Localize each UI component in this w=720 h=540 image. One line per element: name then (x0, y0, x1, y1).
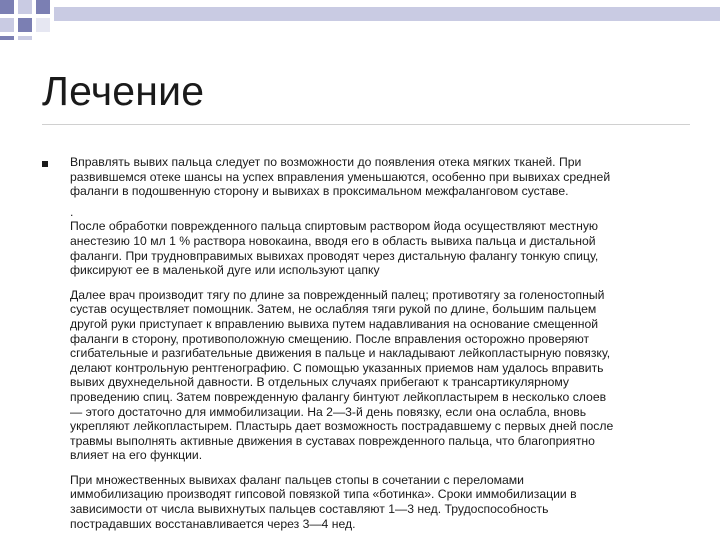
decor-square (18, 0, 32, 14)
square-bullet-icon (42, 161, 48, 167)
decor-square (0, 0, 14, 14)
decor-square (0, 36, 14, 40)
slide-body (70, 155, 700, 531)
body-paragraph: . После обработки поврежденного пальца спиртовым раствором йода осуществляют местную анестезию 10 мл 1 % раствора новокаина, вводя его в область вывиха пальца и дистальной фаланги. При трудновправимых вывихах проводят через дистальную фалангу тонкую спицу, фиксируют ее в маленькой дуге или используют цапку (70, 204, 599, 278)
slide-title: Лечение (42, 68, 205, 114)
body-paragraph: При множественных вывихах фаланг пальцев стопы в сочетании с переломами иммобилизацию производят гипсовой повязкой типа «ботинка». Сроки иммобилизации в зависимости от числа вывихнутых пальцев составляют 1—3 нед. Трудоспособность пострадавших восстанавливается через 3—4 нед. (70, 472, 577, 531)
decor-square (36, 18, 50, 32)
title-divider (42, 124, 690, 125)
decor-strip (54, 7, 720, 21)
body-paragraph: Вправлять вывих пальца следует по возможности до появления отека мягких тканей. При развившемся отеке шансы на успех вправления уменьшаются, особенно при вывихах средней фаланги в подошвенную сторону и вывихах в проксимальном межфаланговом суставе. (70, 155, 611, 199)
decor-square (18, 36, 32, 40)
decor-square (36, 0, 50, 14)
decor-square (18, 18, 32, 32)
decor-square (0, 18, 14, 32)
corner-decoration (0, 0, 720, 40)
body-paragraph: Далее врач производит тягу по длине за поврежденный палец; противотягу за голеностопный сустав осуществляет помощник. Затем, не ослабляя тяги рукой по длине, большим пальцем другой руки приступает к вправлению вывиха путем надавливания на основание смещенной фаланги в сторону, противоположную смещению. После вправления осторожно проверяют сгибательные и разгибательные движения в пальце и накладывают лейкопластырную повязку, делают контрольную рентгенографию. С помощью указанных приемов нам удалось вправить вывих двухнедельной давности. В отдельных случаях прибегают к трансартикулярному проведению спиц. Затем поврежденную фалангу бинтуют лейкопластырем в несколько слоев — этого достаточно для иммобилизации. На 2—3-й день повязку, если она ослабла, вновь укрепляют лейкопластырем. Пластырь дает возможность пострадавшему с первых дней после травмы выполнять активные движения в суставах поврежденного пальца, что благоприятно влияет на его функции. (70, 287, 614, 463)
